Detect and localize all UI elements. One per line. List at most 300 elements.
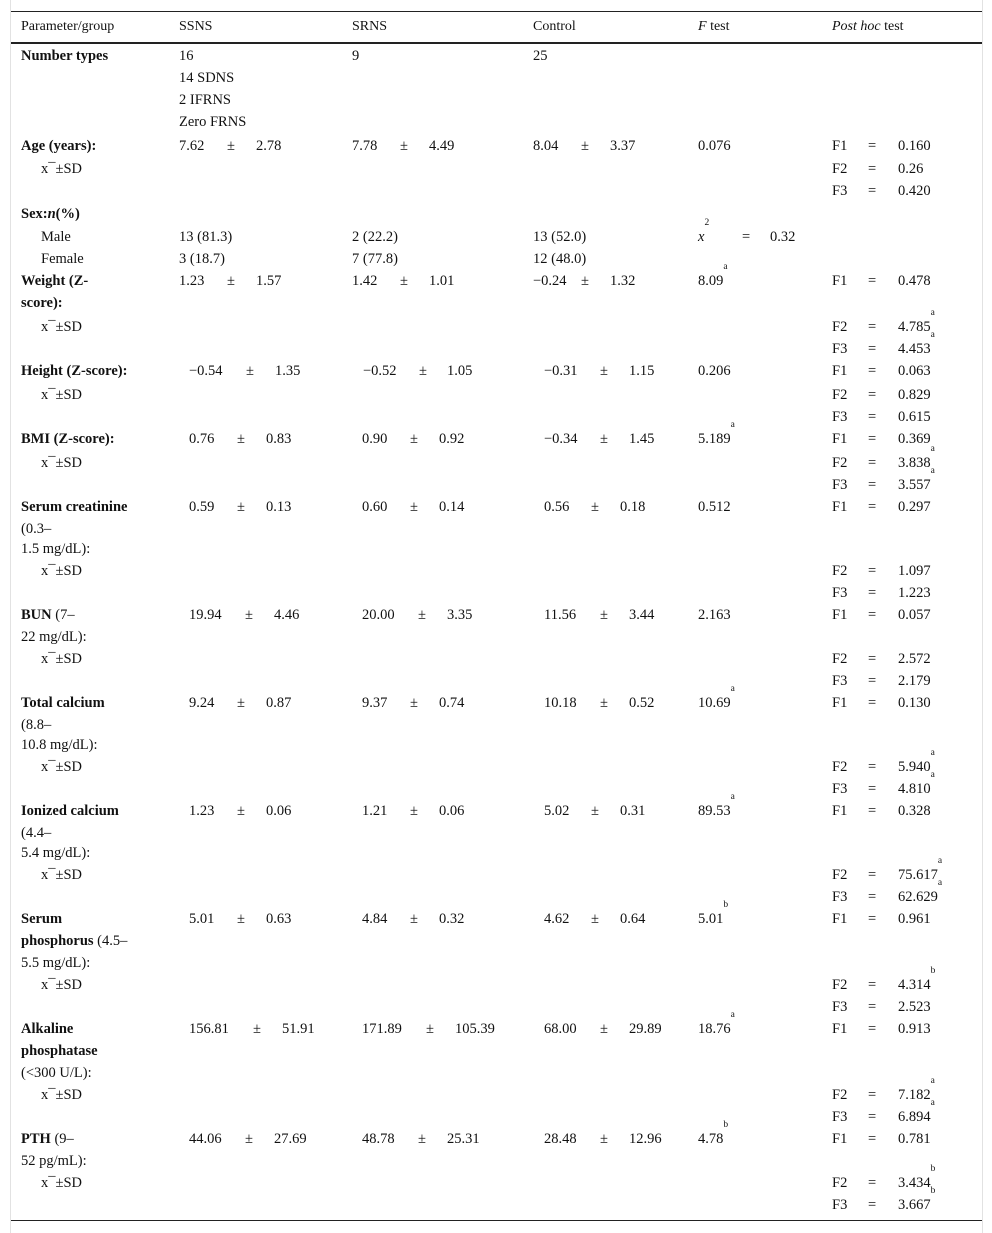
bun-f3-eq-part: =	[868, 673, 877, 689]
ionized-calcium-ctrl-pm-part: ±	[591, 803, 599, 819]
chi-square-value-part: 0.32	[770, 229, 796, 245]
phosphorus-ctrl-sd	[620, 908, 645, 930]
ionized-calcium-f1-value-part: 0.328	[898, 803, 931, 819]
pth-f1-value-part: 0.781	[898, 1131, 931, 1147]
alp-f1-eq	[868, 1018, 876, 1040]
bmi-ssns-pm-part: ±	[237, 431, 245, 447]
creatinine-ssns-mean-part: 0.59	[189, 499, 215, 515]
age-srns-pm-part: ±	[400, 138, 408, 154]
ionized-calcium-ctrl-pm	[591, 800, 599, 822]
pth-label-part: PTH	[21, 1131, 51, 1147]
sex-ssns-male	[179, 226, 232, 248]
total-calcium-range-part: (8.8–	[21, 717, 52, 733]
ionized-calcium-ssns-sd	[266, 800, 291, 822]
alp-f2-eq-part: =	[868, 1087, 877, 1103]
age-srns-sd-part: 4.49	[429, 138, 455, 154]
creatinine-f1-value	[898, 496, 931, 518]
ionized-calcium-f2-value-part: a	[937, 856, 943, 866]
pth-f3-value-part: 3.667	[898, 1197, 931, 1213]
age-f2-value	[898, 158, 923, 180]
bmi-srns-mean	[362, 428, 387, 450]
creatinine-ctrl-pm-part: ±	[591, 499, 599, 515]
weight-label-2-part: score):	[21, 295, 63, 311]
bun-ctrl-pm-part: ±	[600, 607, 608, 623]
pth-f2-label: F2	[832, 1175, 848, 1191]
weight-srns-mean-part: 1.42	[352, 273, 378, 289]
creatinine-f3-label: F3	[832, 585, 848, 601]
alp-f1-value	[898, 1018, 931, 1040]
creatinine-f3-eq	[868, 582, 876, 604]
creatinine-label-part: Serum creatinine	[21, 499, 128, 515]
age-f3-eq-part: =	[868, 183, 877, 199]
ionized-calcium-ctrl-sd	[620, 800, 645, 822]
creatinine-f2-eq	[868, 560, 876, 582]
phosphorus-srns-pm-part: ±	[410, 911, 418, 927]
alp-ctrl-pm	[600, 1018, 608, 1040]
height-ctrl-mean	[544, 360, 578, 382]
alp-ssns-sd	[282, 1018, 315, 1040]
total-calcium-f1-label: F1	[832, 695, 848, 711]
bun-f2-label: F2	[832, 651, 848, 667]
weight-f1-eq-part: =	[868, 273, 877, 289]
phosphorus-srns-mean-part: 4.84	[362, 911, 388, 927]
age-f3-value	[898, 180, 931, 202]
age-f1-eq	[868, 135, 876, 157]
total-calcium-f3-value-part: a	[930, 770, 935, 780]
alp-f1-label: F1	[832, 1021, 848, 1037]
bmi-mean-sd-label	[41, 452, 82, 474]
number-types-ifrns	[179, 89, 231, 111]
alp-mean-sd-label	[41, 1084, 82, 1106]
height-f-value-part: 0.206	[698, 363, 731, 379]
total-calcium-f2-value-part: a	[930, 748, 935, 758]
age-ssns-pm	[227, 135, 235, 157]
header-f-test	[698, 16, 730, 38]
bun-units-part: 22 mg/dL):	[21, 629, 87, 645]
alp-f2-eq	[868, 1084, 876, 1106]
pth-ssns-mean	[189, 1128, 222, 1150]
height-f2-value	[898, 384, 931, 406]
ionized-calcium-ctrl-mean	[544, 800, 569, 822]
weight-f3-eq-part: =	[868, 341, 877, 357]
bun-ctrl-pm	[600, 604, 608, 626]
total-calcium-mean-sd-label-part: x¯±SD	[41, 759, 82, 775]
height-mean-sd-label	[41, 384, 82, 406]
bmi-ssns-pm	[237, 428, 245, 450]
phosphorus-mean-sd-label-part: x¯±SD	[41, 977, 82, 993]
height-srns-pm	[419, 360, 427, 382]
pth-f-value-part: b	[723, 1120, 729, 1130]
creatinine-f2-value	[898, 560, 931, 582]
weight-f3-value-part: 4.453	[898, 341, 931, 357]
age-mean-sd-label-part: x¯±SD	[41, 161, 82, 177]
age-ctrl-mean-part: 8.04	[533, 138, 559, 154]
alp-srns-pm	[426, 1018, 434, 1040]
number-types-label	[21, 45, 108, 67]
alp-f3-value-part: a	[930, 1098, 935, 1108]
sex-male-label-part: Male	[41, 229, 71, 245]
total-calcium-f-value-part: 10.69	[698, 695, 731, 711]
creatinine-ctrl-pm	[591, 496, 599, 518]
bun-f3-value	[898, 670, 931, 692]
total-calcium-srns-sd-part: 0.74	[439, 695, 465, 711]
weight-f2-value-part: 4.785	[898, 319, 931, 335]
alp-f2-label: F2	[832, 1087, 848, 1103]
age-ctrl-sd	[610, 135, 635, 157]
age-f1-eq-part: =	[868, 138, 877, 154]
bun-srns-mean	[362, 604, 395, 626]
phosphorus-f1-eq-part: =	[868, 911, 877, 927]
phosphorus-f1-label: F1	[832, 911, 848, 927]
height-label	[21, 360, 127, 382]
weight-srns-mean	[352, 270, 377, 292]
phosphorus-ssns-sd	[266, 908, 291, 930]
bun-f3-value-part: 2.179	[898, 673, 931, 689]
total-calcium-f2-eq-part: =	[868, 759, 877, 775]
weight-f2-eq-part: =	[868, 319, 877, 335]
phosphorus-f1-value	[898, 908, 931, 930]
alp-f-value-part: 18.76	[698, 1021, 731, 1037]
ionized-calcium-srns-mean-part: 1.21	[362, 803, 388, 819]
age-ssns-pm-part: ±	[227, 138, 235, 154]
ionized-calcium-mean-sd-label	[41, 864, 82, 886]
number-types-frns-part: Zero FRNS	[179, 114, 247, 130]
phosphorus-f3-eq-part: =	[868, 999, 877, 1015]
weight-f2-value	[898, 308, 935, 338]
ionized-calcium-f1-label: F1	[832, 803, 848, 819]
weight-srns-pm	[400, 270, 408, 292]
age-label	[21, 135, 96, 157]
age-f1-value	[898, 135, 931, 157]
pth-label-part: (9–	[50, 1131, 74, 1147]
creatinine-f1-eq	[868, 496, 876, 518]
sex-label	[21, 203, 80, 225]
bmi-f3-value-part: a	[930, 466, 935, 476]
bun-f3-label: F3	[832, 673, 848, 689]
creatinine-f1-label: F1	[832, 499, 848, 515]
phosphorus-ssns-pm	[237, 908, 245, 930]
bmi-f1-value	[898, 428, 931, 450]
bmi-f2-value-part: 3.838	[898, 455, 931, 471]
creatinine-f1-value-part: 0.297	[898, 499, 931, 515]
age-f2-value-part: 0.26	[898, 161, 924, 177]
bun-f-value-part: 2.163	[698, 607, 731, 623]
total-calcium-ssns-sd	[266, 692, 291, 714]
total-calcium-label-part: Total calcium	[21, 695, 105, 711]
creatinine-ctrl-sd	[620, 496, 645, 518]
pth-f3-label: F3	[832, 1197, 848, 1213]
height-ctrl-sd-part: 1.15	[629, 363, 655, 379]
header-rule	[11, 42, 982, 44]
sex-label-part: n	[47, 206, 56, 222]
creatinine-range-part: (0.3–	[21, 521, 52, 537]
ionized-calcium-f-value	[698, 792, 735, 822]
number-types-control-part: 25	[533, 48, 548, 64]
ionized-calcium-f3-label: F3	[832, 889, 848, 905]
pth-srns-pm	[418, 1128, 426, 1150]
sex-srns-female-part: 7 (77.8)	[352, 251, 398, 267]
alp-ssns-mean	[189, 1018, 229, 1040]
total-calcium-ctrl-mean-part: 10.18	[544, 695, 577, 711]
alp-ctrl-sd	[629, 1018, 662, 1040]
total-calcium-f2-eq	[868, 756, 876, 778]
age-f1-value-part: 0.160	[898, 138, 931, 154]
alp-f3-value	[898, 1098, 935, 1128]
ionized-calcium-range	[21, 822, 51, 844]
chi-square-symbol	[698, 218, 710, 248]
ionized-calcium-ssns-pm-part: ±	[237, 803, 245, 819]
creatinine-mean-sd-label-part: x¯±SD	[41, 563, 82, 579]
bmi-mean-sd-label-part: x¯±SD	[41, 455, 82, 471]
total-calcium-srns-mean-part: 9.37	[362, 695, 388, 711]
bmi-f2-eq	[868, 452, 876, 474]
header-control-part: Control	[533, 19, 576, 34]
bmi-f2-label: F2	[832, 455, 848, 471]
number-types-srns-part: 9	[352, 48, 360, 64]
pth-f2-eq	[868, 1172, 876, 1194]
ionized-calcium-f3-value	[898, 878, 943, 908]
alp-f2-value	[898, 1076, 935, 1106]
bun-srns-sd	[447, 604, 472, 626]
pth-f-value	[698, 1120, 729, 1150]
phosphorus-f2-value-part: b	[930, 966, 936, 976]
pth-ctrl-mean-part: 28.48	[544, 1131, 577, 1147]
bun-f1-eq-part: =	[868, 607, 877, 623]
bun-f1-value-part: 0.057	[898, 607, 931, 623]
age-srns-sd	[429, 135, 454, 157]
bun-mean-sd-label-part: x¯±SD	[41, 651, 82, 667]
bun-ssns-mean-part: 19.94	[189, 607, 222, 623]
weight-mean-sd-label-part: x¯±SD	[41, 319, 82, 335]
pth-mean-sd-label	[41, 1172, 82, 1194]
phosphorus-ssns-mean	[189, 908, 214, 930]
phosphorus-label-2	[21, 930, 127, 952]
height-f1-label: F1	[832, 363, 848, 379]
total-calcium-srns-pm	[410, 692, 418, 714]
bun-f1-label: F1	[832, 607, 848, 623]
height-f1-value-part: 0.063	[898, 363, 931, 379]
bmi-f2-eq-part: =	[868, 455, 877, 471]
creatinine-f2-eq-part: =	[868, 563, 877, 579]
bmi-srns-mean-part: 0.90	[362, 431, 388, 447]
bmi-f-value-part: a	[730, 420, 735, 430]
pth-label	[21, 1128, 74, 1150]
pth-ssns-sd	[274, 1128, 307, 1150]
header-parameter	[21, 16, 114, 38]
total-calcium-ctrl-pm-part: ±	[600, 695, 608, 711]
total-calcium-label	[21, 692, 105, 714]
header-post-hoc	[832, 16, 904, 38]
alp-label	[21, 1018, 73, 1040]
total-calcium-ctrl-mean	[544, 692, 577, 714]
alp-srns-mean	[362, 1018, 402, 1040]
number-types-ssns-part: 16	[179, 48, 194, 64]
number-types-control	[533, 45, 548, 67]
pth-f2-value	[898, 1164, 936, 1194]
height-f2-eq	[868, 384, 876, 406]
phosphorus-ssns-sd-part: 0.63	[266, 911, 292, 927]
ionized-calcium-units-part: 5.4 mg/dL):	[21, 845, 91, 861]
phosphorus-f-value	[698, 900, 729, 930]
height-f3-eq	[868, 406, 876, 428]
alp-f-value	[698, 1010, 735, 1040]
bun-ssns-pm-part: ±	[245, 607, 253, 623]
age-ssns-mean	[179, 135, 204, 157]
total-calcium-f3-eq	[868, 778, 876, 800]
age-f3-label: F3	[832, 183, 848, 199]
bmi-ssns-sd	[266, 428, 291, 450]
weight-ctrl-mean	[533, 270, 567, 292]
bun-ctrl-sd-part: 3.44	[629, 607, 655, 623]
ionized-calcium-srns-pm-part: ±	[410, 803, 418, 819]
creatinine-mean-sd-label	[41, 560, 82, 582]
sex-srns-female	[352, 248, 398, 270]
age-srns-mean	[352, 135, 377, 157]
phosphorus-srns-sd-part: 0.32	[439, 911, 465, 927]
alp-f3-label: F3	[832, 1109, 848, 1125]
pth-f1-eq-part: =	[868, 1131, 877, 1147]
bmi-f1-eq	[868, 428, 876, 450]
height-ssns-pm	[246, 360, 254, 382]
ionized-calcium-ssns-mean	[189, 800, 214, 822]
bun-f-value	[698, 604, 731, 626]
pth-f3-value	[898, 1186, 936, 1216]
weight-f2-value-part: a	[930, 308, 935, 318]
weight-f-value-part: a	[723, 262, 728, 272]
chi-square-eq	[742, 226, 750, 248]
bun-ssns-sd-part: 4.46	[274, 607, 300, 623]
bun-units	[21, 626, 87, 648]
bmi-srns-sd	[439, 428, 464, 450]
creatinine-ssns-pm-part: ±	[237, 499, 245, 515]
bmi-f1-eq-part: =	[868, 431, 877, 447]
height-srns-mean-part: −0.52	[363, 363, 397, 379]
sex-srns-male	[352, 226, 398, 248]
header-ssns	[179, 16, 212, 38]
pth-units	[21, 1150, 87, 1172]
total-calcium-ssns-mean	[189, 692, 214, 714]
alp-ctrl-pm-part: ±	[600, 1021, 608, 1037]
age-ctrl-pm	[581, 135, 589, 157]
creatinine-srns-pm	[410, 496, 418, 518]
bun-ctrl-mean	[544, 604, 576, 626]
alp-ssns-pm	[253, 1018, 261, 1040]
height-f3-label: F3	[832, 409, 848, 425]
header-post-hoc-part: test	[880, 19, 904, 34]
phosphorus-f3-label: F3	[832, 999, 848, 1015]
alp-f2-value-part: 7.182	[898, 1087, 931, 1103]
phosphorus-label	[21, 908, 62, 930]
bun-f2-value-part: 2.572	[898, 651, 931, 667]
header-srns-part: SRNS	[352, 19, 388, 34]
alp-srns-sd-part: 105.39	[455, 1021, 495, 1037]
creatinine-f-value-part: 0.512	[698, 499, 731, 515]
pth-ssns-pm-part: ±	[245, 1131, 253, 1147]
creatinine-f3-value-part: 1.223	[898, 585, 931, 601]
bun-srns-mean-part: 20.00	[362, 607, 395, 623]
creatinine-units-part: 1.5 mg/dL):	[21, 541, 91, 557]
total-calcium-ssns-mean-part: 9.24	[189, 695, 215, 711]
pth-f3-value-part: b	[930, 1186, 936, 1196]
pth-f2-eq-part: =	[868, 1175, 877, 1191]
phosphorus-units	[21, 952, 90, 974]
weight-f1-label: F1	[832, 273, 848, 289]
height-f3-value-part: 0.615	[898, 409, 931, 425]
header-control	[533, 16, 576, 38]
ionized-calcium-srns-sd	[439, 800, 464, 822]
pth-units-part: 52 pg/mL):	[21, 1153, 87, 1169]
weight-srns-sd	[429, 270, 454, 292]
total-calcium-f3-eq-part: =	[868, 781, 877, 797]
pth-ssns-sd-part: 27.69	[274, 1131, 307, 1147]
ionized-calcium-f3-eq	[868, 886, 876, 908]
ionized-calcium-f-value-part: a	[730, 792, 735, 802]
bun-f1-value	[898, 604, 931, 626]
bun-srns-pm	[418, 604, 426, 626]
alp-units-part: (<300 U/L):	[21, 1065, 92, 1081]
height-ctrl-pm	[600, 360, 608, 382]
number-types-ssns	[179, 45, 194, 67]
age-f2-eq	[868, 158, 876, 180]
ionized-calcium-f3-value-part: 62.629	[898, 889, 938, 905]
pth-f3-eq-part: =	[868, 1197, 877, 1213]
alp-label-2-part: phosphatase	[21, 1043, 98, 1059]
ionized-calcium-ctrl-mean-part: 5.02	[544, 803, 570, 819]
age-f1-label: F1	[832, 138, 848, 154]
total-calcium-ssns-pm-part: ±	[237, 695, 245, 711]
total-calcium-f3-value	[898, 770, 935, 800]
phosphorus-srns-pm	[410, 908, 418, 930]
height-f1-value	[898, 360, 931, 382]
bun-ssns-sd	[274, 604, 299, 626]
total-calcium-f-value-part: a	[730, 684, 735, 694]
alp-f1-value-part: 0.913	[898, 1021, 931, 1037]
weight-f3-eq	[868, 338, 876, 360]
total-calcium-ssns-sd-part: 0.87	[266, 695, 292, 711]
bun-f2-eq-part: =	[868, 651, 877, 667]
phosphorus-ctrl-mean	[544, 908, 569, 930]
ionized-calcium-f2-eq	[868, 864, 876, 886]
creatinine-ssns-sd-part: 0.13	[266, 499, 292, 515]
sex-ssns-female	[179, 248, 225, 270]
alp-ssns-mean-part: 156.81	[189, 1021, 229, 1037]
number-types-sdns	[179, 67, 234, 89]
phosphorus-ctrl-pm	[591, 908, 599, 930]
sex-control-male	[533, 226, 586, 248]
weight-f1-eq	[868, 270, 876, 292]
ionized-calcium-f-value-part: 89.53	[698, 803, 731, 819]
age-f2-label: F2	[832, 161, 848, 177]
bun-srns-sd-part: 3.35	[447, 607, 473, 623]
total-calcium-units-part: 10.8 mg/dL):	[21, 737, 98, 753]
pth-srns-mean-part: 48.78	[362, 1131, 395, 1147]
total-calcium-units	[21, 734, 98, 756]
weight-ssns-sd	[256, 270, 281, 292]
weight-f1-value	[898, 270, 931, 292]
height-f2-label: F2	[832, 387, 848, 403]
bmi-label-part: BMI (Z-score):	[21, 431, 115, 447]
bmi-f3-value-part: 3.557	[898, 477, 931, 493]
bmi-srns-sd-part: 0.92	[439, 431, 465, 447]
sex-ssns-male-part: 13 (81.3)	[179, 229, 233, 245]
height-f1-eq	[868, 360, 876, 382]
alp-label-part: Alkaline	[21, 1021, 74, 1037]
bun-f2-eq	[868, 648, 876, 670]
ionized-calcium-f1-eq-part: =	[868, 803, 877, 819]
weight-ctrl-sd-part: 1.32	[610, 273, 636, 289]
sex-female-label	[41, 248, 84, 270]
weight-ctrl-pm-part: ±	[581, 273, 589, 289]
